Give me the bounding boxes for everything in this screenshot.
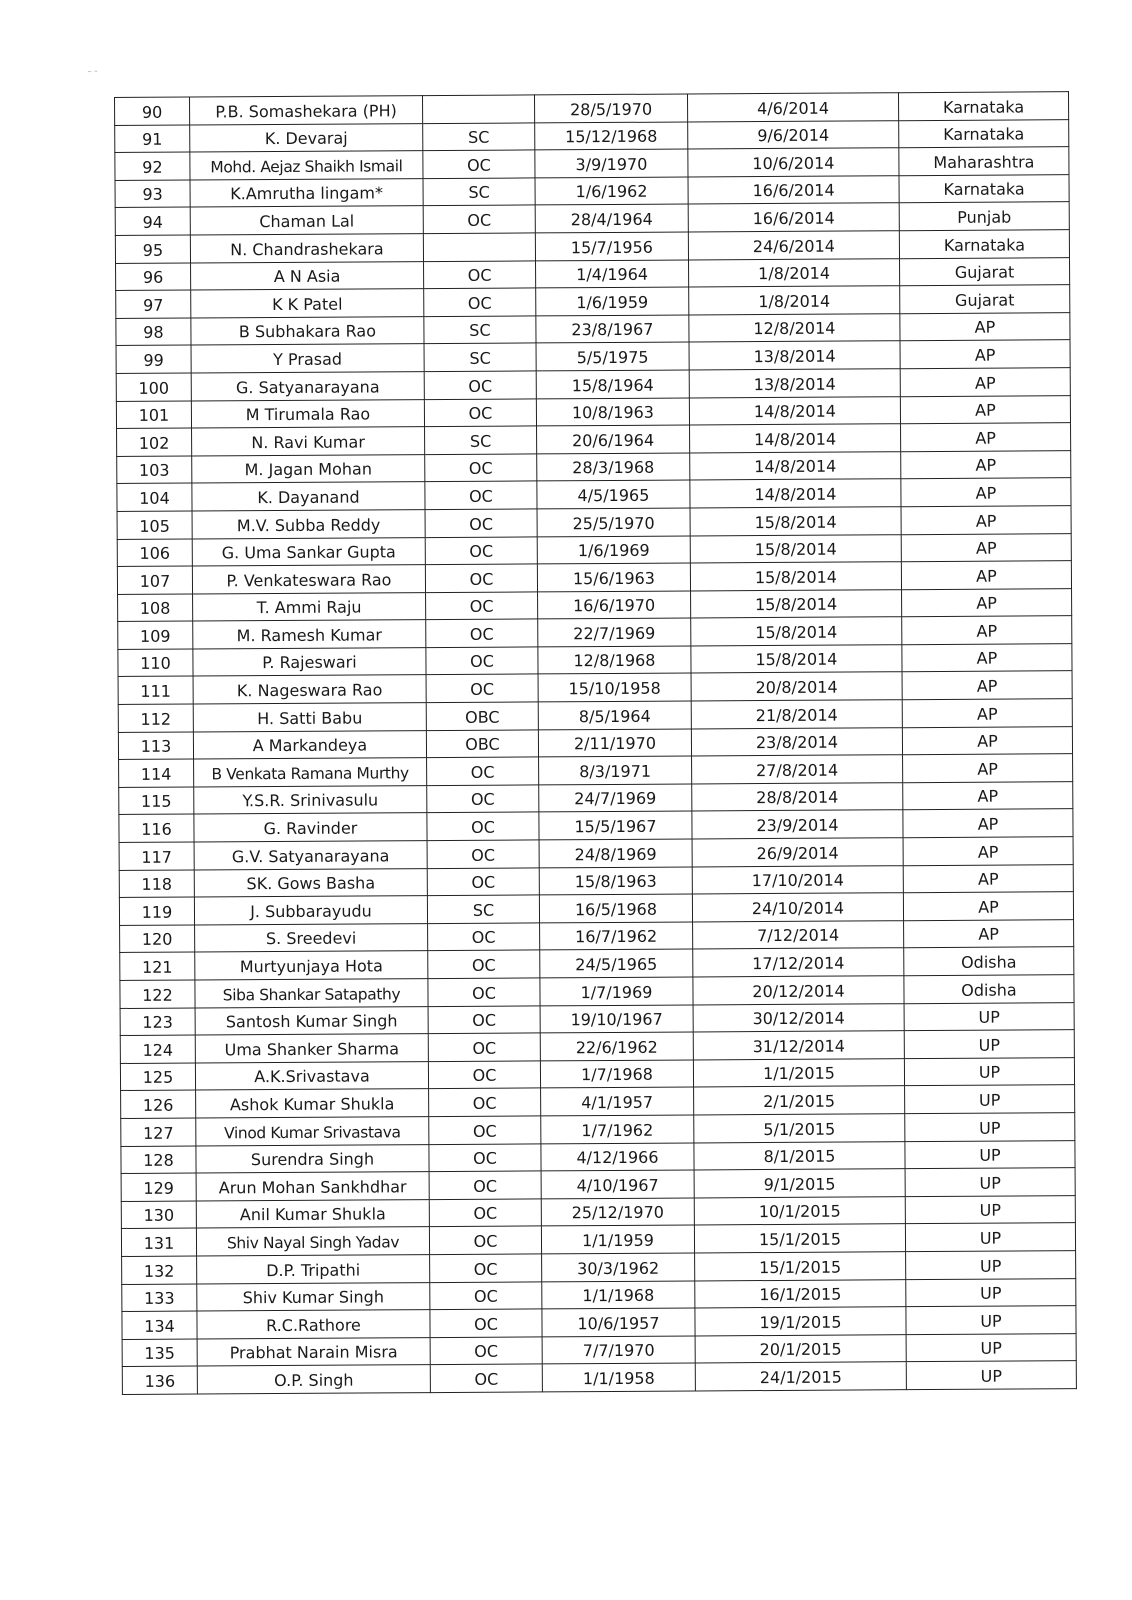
date-of-joining-cell: 8/1/2015 [694,1141,905,1170]
serial-number-cell: 134 [122,1311,197,1339]
date-of-birth-cell: 15/10/1958 [538,673,691,702]
date-of-joining-cell: 9/1/2015 [694,1169,905,1198]
serial-number-cell: 97 [116,290,191,318]
date-of-joining-cell: 15/1/2015 [695,1252,906,1281]
category-cell: OC [430,1364,542,1392]
name-cell: Murtyunjaya Hota [195,951,428,980]
state-cell: UP [905,1140,1075,1169]
category-cell: OC [428,923,540,951]
serial-number-cell: 131 [121,1228,196,1256]
serial-number-cell: 135 [122,1339,197,1367]
date-of-joining-cell: 28/8/2014 [692,783,903,812]
name-cell: Vinod Kumar Srivastava [196,1117,429,1146]
serial-number-cell: 133 [122,1284,197,1312]
name-cell: O.P. Singh [197,1365,430,1394]
category-cell: OC [425,536,537,564]
category-cell: OC [427,868,539,896]
name-cell: A.K.Srivastava [195,1061,428,1090]
category-cell: OC [425,454,537,482]
date-of-birth-cell: 1/7/1962 [541,1115,694,1144]
state-cell: AP [900,368,1070,397]
category-cell: OBC [426,702,538,730]
state-cell: Gujarat [899,257,1069,286]
category-cell: SC [427,895,539,923]
state-cell: AP [901,561,1071,590]
state-cell: Odisha [904,947,1074,976]
date-of-joining-cell: 14/8/2014 [690,451,901,480]
scan-smudge-mark: ˜ ˆ [88,70,98,81]
date-of-joining-cell: 15/1/2015 [694,1224,905,1253]
state-cell: UP [905,1113,1075,1142]
state-cell: AP [903,892,1073,921]
name-cell: Y Prasad [191,344,424,373]
state-cell: UP [904,1030,1074,1059]
date-of-birth-cell: 12/8/1968 [538,646,691,675]
category-cell: OC [426,592,538,620]
date-of-joining-cell: 20/12/2014 [693,976,904,1005]
date-of-birth-cell: 16/7/1962 [540,922,693,951]
state-cell: Punjab [899,202,1069,231]
date-of-joining-cell: 24/1/2015 [695,1362,906,1391]
name-cell: G. Satyanarayana [191,372,424,401]
date-of-joining-cell: 15/8/2014 [690,534,901,563]
name-cell: Surendra Singh [196,1144,429,1173]
name-cell: Chaman Lal [190,206,423,235]
state-cell: AP [903,837,1073,866]
serial-number-cell: 116 [119,814,194,842]
date-of-birth-cell: 8/3/1971 [539,756,692,785]
date-of-joining-cell: 27/8/2014 [692,755,903,784]
date-of-joining-cell: 1/8/2014 [689,286,900,315]
name-cell: Siba Shankar Satapathy [195,979,428,1008]
date-of-joining-cell: 13/8/2014 [689,369,900,398]
serial-number-cell: 132 [122,1256,197,1284]
serial-number-cell: 118 [119,870,194,898]
category-cell: SC [423,123,535,151]
date-of-birth-cell: 3/9/1970 [535,149,688,178]
date-of-joining-cell: 15/8/2014 [690,507,901,536]
serial-number-cell: 101 [116,401,191,429]
date-of-joining-cell: 10/1/2015 [694,1196,905,1225]
name-cell: D.P. Tripathi [197,1255,430,1284]
category-cell [423,233,535,261]
date-of-birth-cell: 10/8/1963 [536,398,689,427]
date-of-birth-cell: 15/8/1964 [536,370,689,399]
date-of-birth-cell: 16/5/1968 [539,894,692,923]
serial-number-cell: 136 [122,1366,197,1394]
name-cell: N. Ravi Kumar [192,427,425,456]
name-cell: S. Sreedevi [195,923,428,952]
serial-number-cell: 103 [117,456,192,484]
state-cell: AP [902,588,1072,617]
category-cell: OC [425,509,537,537]
date-of-joining-cell: 12/8/2014 [689,313,900,342]
name-cell: Y.S.R. Srinivasulu [194,785,427,814]
date-of-joining-cell: 16/1/2015 [695,1279,906,1308]
date-of-joining-cell: 15/8/2014 [691,617,902,646]
serial-number-cell: 129 [121,1173,196,1201]
serial-number-cell: 126 [121,1090,196,1118]
category-cell: OC [425,481,537,509]
roster-table-body [115,92,1077,1395]
category-cell: OC [427,840,539,868]
serial-number-cell: 115 [119,787,194,815]
serial-number-cell: 98 [116,318,191,346]
category-cell: OC [423,150,535,178]
name-cell: K. Dayanand [192,482,425,511]
date-of-joining-cell: 15/8/2014 [691,589,902,618]
date-of-joining-cell: 21/8/2014 [691,700,902,729]
state-cell: AP [902,671,1072,700]
state-cell: UP [906,1333,1076,1362]
name-cell: T. Ammi Raju [193,592,426,621]
category-cell: OC [428,1033,540,1061]
state-cell: UP [904,1057,1074,1086]
name-cell: Shiv Nayal Singh Yadav [196,1227,429,1256]
name-cell: Anil Kumar Shukla [196,1199,429,1228]
state-cell: AP [901,450,1071,479]
serial-number-cell: 100 [116,373,191,401]
state-cell: AP [903,809,1073,838]
category-cell: OBC [426,730,538,758]
category-cell: OC [429,1171,541,1199]
serial-number-cell: 108 [118,594,193,622]
name-cell: SK. Gows Basha [194,868,427,897]
date-of-birth-cell: 23/8/1967 [536,315,689,344]
category-cell: OC [429,1088,541,1116]
date-of-joining-cell: 14/8/2014 [690,479,901,508]
date-of-birth-cell: 10/6/1957 [542,1308,695,1337]
date-of-birth-cell: 24/5/1965 [540,949,693,978]
date-of-birth-cell: 7/7/1970 [542,1336,695,1365]
date-of-birth-cell: 28/5/1970 [534,94,687,123]
state-cell: AP [903,754,1073,783]
date-of-birth-cell: 22/6/1962 [540,1032,693,1061]
state-cell: Maharashtra [899,147,1069,176]
date-of-joining-cell: 4/6/2014 [687,93,898,122]
state-cell: UP [905,1168,1075,1197]
state-cell: AP [901,478,1071,507]
date-of-birth-cell: 1/1/1958 [542,1363,695,1392]
state-cell: AP [902,644,1072,673]
category-cell: OC [423,205,535,233]
name-cell: P. Rajeswari [193,647,426,676]
category-cell: OC [429,1199,541,1227]
name-cell: J. Subbarayudu [194,896,427,925]
date-of-birth-cell: 28/4/1964 [535,204,688,233]
date-of-birth-cell: 25/12/1970 [541,1198,694,1227]
name-cell: Uma Shanker Sharma [195,1034,428,1063]
date-of-joining-cell: 15/8/2014 [691,645,902,674]
serial-number-cell: 125 [120,1063,195,1091]
state-cell: AP [901,533,1071,562]
date-of-birth-cell: 8/5/1964 [538,701,691,730]
serial-number-cell: 94 [115,207,190,235]
name-cell: K. Devaraj [190,123,423,152]
serial-number-cell: 106 [117,539,192,567]
date-of-joining-cell: 5/1/2015 [694,1114,905,1143]
date-of-joining-cell: 20/8/2014 [691,672,902,701]
category-cell: OC [426,674,538,702]
date-of-joining-cell: 30/12/2014 [693,1003,904,1032]
serial-number-cell: 104 [117,483,192,511]
date-of-joining-cell: 14/8/2014 [689,396,900,425]
name-cell: A Markandeya [193,730,426,759]
serial-number-cell: 105 [117,511,192,539]
serial-number-cell: 107 [117,566,192,594]
date-of-joining-cell: 13/8/2014 [689,341,900,370]
date-of-joining-cell: 26/9/2014 [692,838,903,867]
date-of-birth-cell: 5/5/1975 [536,342,689,371]
date-of-joining-cell: 19/1/2015 [695,1307,906,1336]
state-cell: Karnataka [899,230,1069,259]
state-cell: AP [903,864,1073,893]
date-of-joining-cell: 7/12/2014 [693,921,904,950]
category-cell: OC [430,1254,542,1282]
date-of-birth-cell: 1/1/1968 [542,1281,695,1310]
serial-number-cell: 122 [120,980,195,1008]
name-cell: B Subhakara Rao [191,316,424,345]
date-of-birth-cell: 1/7/1968 [540,1060,693,1089]
date-of-birth-cell: 4/5/1965 [537,480,690,509]
category-cell: SC [423,178,535,206]
date-of-joining-cell: 24/10/2014 [692,893,903,922]
state-cell: Gujarat [900,285,1070,314]
date-of-joining-cell: 14/8/2014 [690,424,901,453]
name-cell: Shiv Kumar Singh [197,1282,430,1311]
date-of-joining-cell: 17/10/2014 [692,865,903,894]
date-of-birth-cell: 16/6/1970 [538,591,691,620]
date-of-birth-cell: 4/1/1957 [541,1087,694,1116]
name-cell: M. Ramesh Kumar [193,620,426,649]
serial-number-cell: 96 [116,263,191,291]
serial-number-cell: 128 [121,1146,196,1174]
name-cell: Ashok Kumar Shukla [196,1089,429,1118]
category-cell: OC [430,1337,542,1365]
category-cell: OC [429,1226,541,1254]
name-cell: P. Venkateswara Rao [192,565,425,594]
category-cell: OC [428,1061,540,1089]
date-of-joining-cell: 9/6/2014 [688,120,899,149]
date-of-birth-cell: 4/10/1967 [541,1170,694,1199]
date-of-joining-cell: 23/8/2014 [691,727,902,756]
name-cell: Mohd. Aejaz Shaikh Ismail [190,151,423,180]
date-of-birth-cell: 1/1/1959 [541,1225,694,1254]
date-of-birth-cell: 15/7/1956 [535,232,688,261]
state-cell: UP [905,1195,1075,1224]
name-cell: N. Chandrashekara [190,234,423,263]
serial-number-cell: 95 [115,235,190,263]
date-of-joining-cell: 2/1/2015 [694,1086,905,1115]
date-of-joining-cell: 10/6/2014 [688,148,899,177]
table-row [122,1361,1076,1394]
date-of-birth-cell: 1/7/1969 [540,977,693,1006]
name-cell: H. Satti Babu [193,703,426,732]
category-cell: OC [426,647,538,675]
date-of-birth-cell: 4/12/1966 [541,1143,694,1172]
date-of-birth-cell: 28/3/1968 [537,453,690,482]
serial-number-cell: 91 [115,125,190,153]
serial-number-cell: 130 [121,1201,196,1229]
category-cell: OC [424,371,536,399]
category-cell: OC [429,1143,541,1171]
category-cell: OC [428,978,540,1006]
serial-number-cell: 111 [118,676,193,704]
date-of-birth-cell: 19/10/1967 [540,1005,693,1034]
category-cell: SC [424,343,536,371]
date-of-birth-cell: 2/11/1970 [538,729,691,758]
category-cell: OC [430,1281,542,1309]
date-of-joining-cell: 16/6/2014 [688,203,899,232]
name-cell: Arun Mohan Sankhdhar [196,1172,429,1201]
state-cell: UP [905,1223,1075,1252]
name-cell: A N Asia [191,261,424,290]
name-cell: K. Nageswara Rao [193,675,426,704]
date-of-birth-cell: 20/6/1964 [537,425,690,454]
serial-number-cell: 110 [118,649,193,677]
state-cell: UP [905,1085,1075,1114]
state-cell: AP [903,782,1073,811]
date-of-birth-cell: 30/3/1962 [542,1253,695,1282]
category-cell: OC [428,950,540,978]
name-cell: M Tirumala Rao [191,399,424,428]
category-cell: OC [426,619,538,647]
state-cell: UP [906,1278,1076,1307]
state-cell: UP [906,1251,1076,1280]
serial-number-cell: 127 [121,1118,196,1146]
scanned-page [114,91,1070,1395]
serial-number-cell: 90 [115,97,190,125]
roster-table [114,91,1077,1395]
state-cell: AP [902,699,1072,728]
category-cell: OC [427,812,539,840]
state-cell: AP [900,340,1070,369]
category-cell [422,95,534,123]
date-of-birth-cell: 24/8/1969 [539,839,692,868]
serial-number-cell: 112 [118,704,193,732]
serial-number-cell: 109 [118,621,193,649]
category-cell: SC [424,316,536,344]
state-cell: UP [906,1361,1076,1390]
state-cell: UP [904,1002,1074,1031]
date-of-joining-cell: 24/6/2014 [688,231,899,260]
date-of-birth-cell: 1/6/1969 [537,535,690,564]
date-of-joining-cell: 31/12/2014 [693,1031,904,1060]
date-of-birth-cell: 15/12/1968 [535,122,688,151]
date-of-birth-cell: 1/4/1964 [536,260,689,289]
state-cell: AP [900,312,1070,341]
date-of-joining-cell: 1/8/2014 [689,258,900,287]
serial-number-cell: 92 [115,152,190,180]
state-cell: AP [902,726,1072,755]
state-cell: Karnataka [899,174,1069,203]
date-of-joining-cell: 20/1/2015 [695,1334,906,1363]
date-of-birth-cell: 24/7/1969 [539,784,692,813]
name-cell: K K Patel [191,289,424,318]
category-cell: OC [425,564,537,592]
date-of-joining-cell: 1/1/2015 [693,1058,904,1087]
name-cell: M. Jagan Mohan [192,454,425,483]
state-cell: AP [900,395,1070,424]
state-cell: AP [901,506,1071,535]
serial-number-cell: 102 [117,428,192,456]
serial-number-cell: 120 [120,925,195,953]
serial-number-cell: 113 [118,732,193,760]
name-cell: G. Ravinder [194,813,427,842]
category-cell: OC [427,785,539,813]
date-of-birth-cell: 22/7/1969 [538,618,691,647]
state-cell: Odisha [904,975,1074,1004]
serial-number-cell: 121 [120,952,195,980]
date-of-joining-cell: 17/12/2014 [693,948,904,977]
date-of-birth-cell: 15/5/1967 [539,811,692,840]
serial-number-cell: 119 [119,897,194,925]
category-cell: SC [425,426,537,454]
name-cell: G. Uma Sankar Gupta [192,537,425,566]
state-cell: UP [906,1306,1076,1335]
state-cell: Karnataka [899,119,1069,148]
name-cell: B Venkata Ramana Murthy [194,758,427,787]
category-cell: OC [424,288,536,316]
serial-number-cell: 124 [120,1035,195,1063]
category-cell: OC [428,1006,540,1034]
date-of-birth-cell: 15/6/1963 [537,563,690,592]
date-of-birth-cell: 15/8/1963 [539,867,692,896]
category-cell: OC [427,757,539,785]
category-cell: OC [430,1309,542,1337]
category-cell: OC [429,1116,541,1144]
name-cell: R.C.Rathore [197,1310,430,1339]
name-cell: P.B. Somashekara (PH) [190,96,423,125]
date-of-birth-cell: 25/5/1970 [537,508,690,537]
name-cell: Prabhat Narain Misra [197,1337,430,1366]
date-of-joining-cell: 23/9/2014 [692,810,903,839]
serial-number-cell: 123 [120,1008,195,1036]
serial-number-cell: 93 [115,180,190,208]
date-of-birth-cell: 1/6/1959 [536,287,689,316]
date-of-joining-cell: 15/8/2014 [690,562,901,591]
category-cell: OC [424,260,536,288]
date-of-joining-cell: 16/6/2014 [688,175,899,204]
state-cell: AP [904,919,1074,948]
date-of-birth-cell: 1/6/1962 [535,177,688,206]
name-cell: M.V. Subba Reddy [192,510,425,539]
serial-number-cell: 99 [116,345,191,373]
state-cell: AP [902,616,1072,645]
state-cell: Karnataka [898,92,1068,121]
state-cell: AP [901,423,1071,452]
serial-number-cell: 114 [119,759,194,787]
category-cell: OC [424,398,536,426]
serial-number-cell: 117 [119,842,194,870]
name-cell: K.Amrutha lingam* [190,178,423,207]
name-cell: Santosh Kumar Singh [195,1006,428,1035]
name-cell: G.V. Satyanarayana [194,841,427,870]
